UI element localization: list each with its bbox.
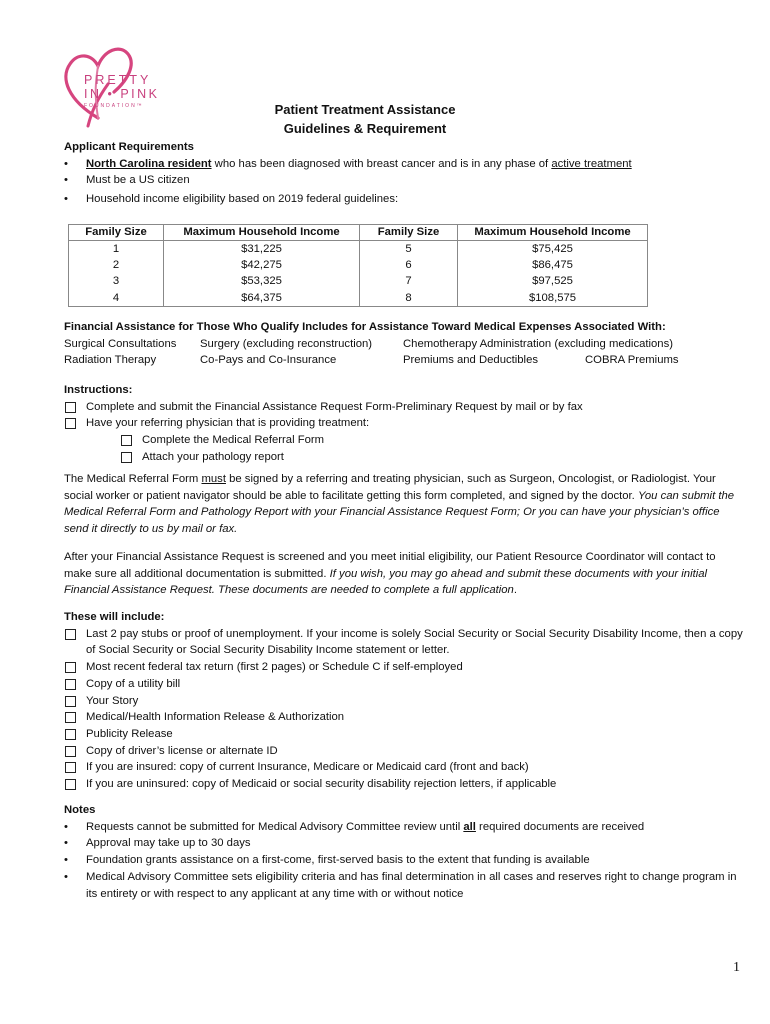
logo-line-2: IN • PINK bbox=[84, 87, 160, 101]
document-text: If you are uninsured: copy of Medicaid or social security disability rejection letters, if applicable bbox=[86, 778, 557, 791]
instruction-text: Have your referring physician that is providing treatment: bbox=[86, 417, 370, 430]
table-header-cell: Family Size bbox=[69, 225, 164, 241]
instruction-subitem-1 bbox=[120, 432, 754, 449]
table-row bbox=[69, 241, 648, 257]
document-item bbox=[64, 726, 746, 743]
checkbox-icon[interactable] bbox=[121, 435, 132, 446]
requirement-item-2: • Must be a US citizen bbox=[64, 172, 754, 189]
instruction-text: Attach your pathology report bbox=[142, 450, 284, 463]
checkbox-icon[interactable] bbox=[65, 779, 76, 790]
active-treatment-text: active treatment bbox=[551, 157, 632, 170]
document-text: If you are insured: copy of current Insurance, Medicare or Medicaid card (front and back) bbox=[86, 761, 529, 774]
document-item bbox=[64, 659, 746, 676]
table-cell: $97,525 bbox=[458, 274, 648, 290]
checkbox-icon[interactable] bbox=[65, 402, 76, 413]
table-cell: $75,425 bbox=[458, 241, 648, 257]
paragraph-text: After your Financial Assistance Request is screened and you meet initial eligibility, our Patient Resource Coordinator will contact to make sure all additional documentation is submitted. bbox=[64, 551, 716, 580]
page-number: 1 bbox=[733, 960, 740, 975]
page-title-line-2: Guidelines & Requirement bbox=[283, 121, 447, 136]
paragraph-text: be signed by a referring and treating physician, such as Surgeon, Oncologist, or Radiologist. Your social worker or patient navigator should be able to facilitate getting this form completed, and signed by the doctor. bbox=[64, 473, 716, 502]
document-text: Copy of driver’s license or alternate ID bbox=[86, 744, 278, 757]
table-header-cell: Maximum Household Income bbox=[458, 225, 648, 241]
document-text: Medical/Health Information Release & Authorization bbox=[86, 711, 345, 724]
expense-item: Surgery (excluding reconstruction) bbox=[200, 337, 373, 350]
table-cell: $31,225 bbox=[164, 241, 360, 257]
table-cell: 3 bbox=[69, 274, 164, 290]
required-documents-section bbox=[64, 609, 746, 793]
instruction-item-2 bbox=[64, 415, 754, 432]
table-cell: 4 bbox=[69, 290, 164, 306]
income-eligibility-table bbox=[68, 224, 648, 307]
notes-heading: Notes bbox=[64, 804, 96, 816]
table-header-row bbox=[69, 225, 648, 241]
must-text: must bbox=[201, 473, 226, 485]
nc-resident-text: North Carolina resident bbox=[86, 157, 212, 170]
table-cell: 1 bbox=[69, 241, 164, 257]
expense-item: COBRA Premiums bbox=[585, 354, 679, 367]
checkbox-icon[interactable] bbox=[65, 629, 76, 640]
document-item bbox=[64, 676, 746, 693]
expense-item: Co-Pays and Co-Insurance bbox=[200, 354, 337, 367]
document-item bbox=[64, 693, 746, 710]
table-row bbox=[69, 290, 648, 306]
expense-row-2 bbox=[64, 352, 754, 369]
expense-item: Premiums and Deductibles bbox=[403, 354, 538, 367]
checkbox-icon[interactable] bbox=[65, 762, 76, 773]
table-row bbox=[69, 257, 648, 273]
instruction-text: Complete the Medical Referral Form bbox=[142, 434, 325, 447]
expense-row-1 bbox=[64, 336, 754, 353]
all-text: all bbox=[463, 820, 476, 833]
instructions-section bbox=[64, 382, 754, 466]
note-item-4: • Medical Advisory Committee sets eligibility criteria and has final determination in all cases and reserves right to change program in its entirety or with respect to any applicant at any time with or without notice bbox=[64, 869, 746, 902]
instructions-heading: Instructions: bbox=[64, 384, 133, 396]
table-cell: 8 bbox=[360, 290, 458, 306]
logo-line-3: FOUNDATION™ bbox=[84, 103, 144, 109]
table-cell: 7 bbox=[360, 274, 458, 290]
requirement-item-1 bbox=[64, 156, 754, 173]
checkbox-icon[interactable] bbox=[65, 712, 76, 723]
referral-form-paragraph bbox=[64, 471, 746, 538]
checkbox-icon[interactable] bbox=[65, 729, 76, 740]
expense-item: Chemotherapy Administration (excluding medications) bbox=[403, 337, 673, 350]
requirement-item-3: • Household income eligibility based on 2019 federal guidelines: bbox=[64, 191, 754, 208]
document-text: Last 2 pay stubs or proof of unemployment. If your income is solely Social Security or Social Security Disability Income, then a copy of Social Security or Social Security Disability Income statement or letter. bbox=[86, 627, 743, 657]
table-cell: 2 bbox=[69, 257, 164, 273]
checkbox-icon[interactable] bbox=[65, 418, 76, 429]
table-cell: $42,275 bbox=[164, 257, 360, 273]
paragraph-text: The Medical Referral Form bbox=[64, 473, 202, 485]
table-cell: $108,575 bbox=[458, 290, 648, 306]
instruction-item-1 bbox=[64, 399, 754, 416]
logo-line-1: PRETTY bbox=[84, 73, 152, 87]
note-text: required documents are received bbox=[475, 820, 645, 833]
financial-assistance-section bbox=[64, 319, 754, 369]
paragraph-italic-text: You can submit the Medical Referral Form and Pathology Report with your Financial Assistance Request Form; Or you can have your physician’s office send it directly to us by mail or fax. bbox=[64, 489, 735, 536]
note-text: Requests cannot be submitted for Medical Advisory Committee review until bbox=[86, 820, 464, 833]
expense-item: Surgical Consultations bbox=[64, 337, 177, 350]
table-cell: 5 bbox=[360, 241, 458, 257]
screening-paragraph bbox=[64, 549, 746, 599]
note-item-2: • Approval may take up to 30 days bbox=[64, 835, 746, 852]
document-item bbox=[64, 709, 746, 726]
page-title-line-1: Patient Treatment Assistance bbox=[274, 102, 456, 117]
applicant-requirements-heading: Applicant Requirements bbox=[64, 141, 194, 153]
checkbox-icon[interactable] bbox=[65, 696, 76, 707]
note-item-1 bbox=[64, 819, 746, 836]
note-item-3: • Foundation grants assistance on a first-come, first-served basis to the extent that funding is available bbox=[64, 852, 746, 869]
checkbox-icon[interactable] bbox=[65, 746, 76, 757]
document-item bbox=[64, 776, 746, 793]
instruction-text: Complete and submit the Financial Assistance Request Form-Preliminary Request by mail or by fax bbox=[86, 400, 583, 413]
requirement-1-text: who has been diagnosed with breast cancer and is in any phase of bbox=[211, 157, 552, 170]
table-cell: $86,475 bbox=[458, 257, 648, 273]
document-item bbox=[64, 759, 746, 776]
checkbox-icon[interactable] bbox=[65, 662, 76, 673]
applicant-requirements-section bbox=[64, 139, 754, 208]
table-cell: $64,375 bbox=[164, 290, 360, 306]
document-text: Your Story bbox=[86, 694, 139, 707]
table-header-cell: Family Size bbox=[360, 225, 458, 241]
paragraph-italic-text: If you wish, you may go ahead and submit these documents with your initial Financial Assistance Request. These documents are needed to complete a full application bbox=[64, 567, 708, 597]
table-cell: $53,325 bbox=[164, 274, 360, 290]
checkbox-icon[interactable] bbox=[121, 452, 132, 463]
document-text: Copy of a utility bill bbox=[86, 677, 181, 690]
document-item bbox=[64, 626, 746, 659]
document-text: Most recent federal tax return (first 2 pages) or Schedule C if self-employed bbox=[86, 661, 463, 674]
required-documents-heading: These will include: bbox=[64, 611, 165, 623]
table-row bbox=[69, 274, 648, 290]
document-text: Publicity Release bbox=[86, 727, 173, 740]
checkbox-icon[interactable] bbox=[65, 679, 76, 690]
document-item bbox=[64, 743, 746, 760]
instruction-subitem-2 bbox=[120, 449, 754, 466]
expense-item: Radiation Therapy bbox=[64, 354, 157, 367]
table-cell: 6 bbox=[360, 257, 458, 273]
financial-assistance-heading: Financial Assistance for Those Who Qualify Includes for Assistance Toward Medical Expenses Associated With: bbox=[64, 321, 666, 333]
paragraph-text: . bbox=[513, 584, 517, 597]
table-header-cell: Maximum Household Income bbox=[164, 225, 360, 241]
notes-section bbox=[64, 802, 746, 902]
